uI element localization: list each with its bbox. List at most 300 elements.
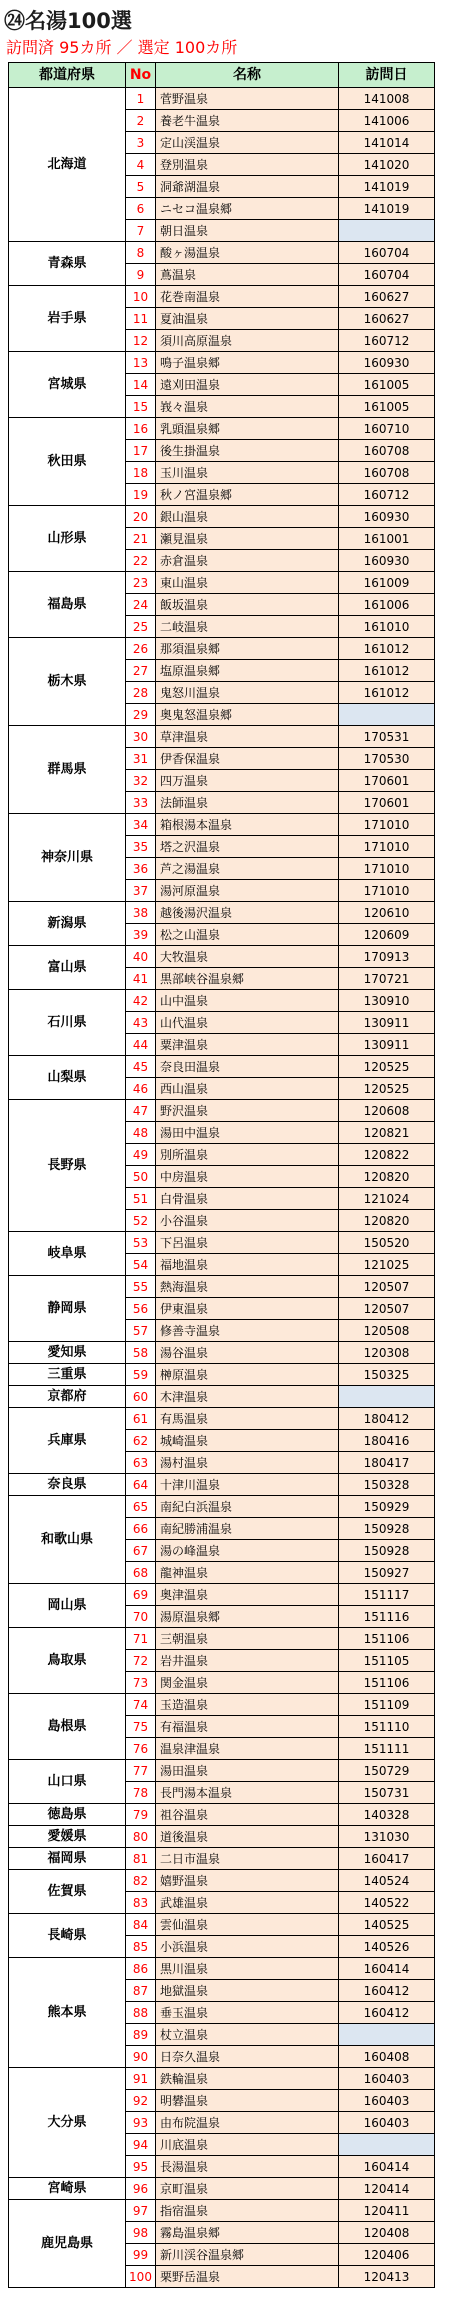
- number-cell: 13: [126, 352, 156, 374]
- header-visit-date: 訪問日: [339, 63, 435, 88]
- number-cell: 32: [126, 770, 156, 792]
- onsen-name-cell: 赤倉温泉: [156, 550, 339, 572]
- onsen-name-cell: 十津川温泉: [156, 1474, 339, 1496]
- visit-date-cell: 170530: [339, 748, 435, 770]
- onsen-name-cell: 飯坂温泉: [156, 594, 339, 616]
- visit-date-cell: 120610: [339, 902, 435, 924]
- onsen-name-cell: 銀山温泉: [156, 506, 339, 528]
- number-cell: 94: [126, 2134, 156, 2156]
- prefecture-cell: 熊本県: [9, 1958, 126, 2068]
- visit-date-cell: 160417: [339, 1848, 435, 1870]
- visit-date-cell: 150328: [339, 1474, 435, 1496]
- onsen-name-cell: 伊東温泉: [156, 1298, 339, 1320]
- visit-date-cell: 120406: [339, 2244, 435, 2266]
- table-row: [9, 726, 435, 748]
- number-cell: 8: [126, 242, 156, 264]
- onsen-name-cell: 花巻南温泉: [156, 286, 339, 308]
- onsen-name-cell: 福地温泉: [156, 1254, 339, 1276]
- prefecture-cell: 和歌山県: [9, 1496, 126, 1584]
- header-prefecture: 都道府県: [9, 63, 126, 88]
- visit-date-cell: 120820: [339, 1166, 435, 1188]
- number-cell: 62: [126, 1430, 156, 1452]
- number-cell: 30: [126, 726, 156, 748]
- onsen-name-cell: 指宿温泉: [156, 2200, 339, 2222]
- table-row: [9, 902, 435, 924]
- visit-date-cell: 151116: [339, 1606, 435, 1628]
- onsen-name-cell: 熱海温泉: [156, 1276, 339, 1298]
- onsen-name-cell: 鉄輪温泉: [156, 2068, 339, 2090]
- visit-date-cell: 160627: [339, 286, 435, 308]
- table-row: [9, 1056, 435, 1078]
- onsen-name-cell: 地獄温泉: [156, 1980, 339, 2002]
- number-cell: 19: [126, 484, 156, 506]
- visit-date-cell: 141020: [339, 154, 435, 176]
- visit-date-cell: 120525: [339, 1078, 435, 1100]
- number-cell: 81: [126, 1848, 156, 1870]
- visit-date-cell: 160414: [339, 2156, 435, 2178]
- visit-date-cell: [339, 2024, 435, 2046]
- visit-date-cell: 130911: [339, 1012, 435, 1034]
- number-cell: 20: [126, 506, 156, 528]
- onsen-name-cell: 中房温泉: [156, 1166, 339, 1188]
- table-row: [9, 1804, 435, 1826]
- number-cell: 63: [126, 1452, 156, 1474]
- visit-date-cell: 160712: [339, 330, 435, 352]
- visit-date-cell: 160403: [339, 2068, 435, 2090]
- visit-date-cell: 131030: [339, 1826, 435, 1848]
- visit-date-cell: [339, 704, 435, 726]
- number-cell: 6: [126, 198, 156, 220]
- visit-date-cell: [339, 2134, 435, 2156]
- onsen-name-cell: 瀬見温泉: [156, 528, 339, 550]
- onsen-name-cell: 祖谷温泉: [156, 1804, 339, 1826]
- prefecture-cell: 岡山県: [9, 1584, 126, 1628]
- number-cell: 79: [126, 1804, 156, 1826]
- number-cell: 68: [126, 1562, 156, 1584]
- visit-date-cell: 160408: [339, 2046, 435, 2068]
- onsen-name-cell: 西山温泉: [156, 1078, 339, 1100]
- number-cell: 54: [126, 1254, 156, 1276]
- number-cell: 87: [126, 1980, 156, 2002]
- visit-date-cell: 160930: [339, 550, 435, 572]
- visit-date-cell: 171010: [339, 836, 435, 858]
- table-row: [9, 506, 435, 528]
- number-cell: 85: [126, 1936, 156, 1958]
- number-cell: 24: [126, 594, 156, 616]
- number-cell: 45: [126, 1056, 156, 1078]
- visit-date-cell: 171010: [339, 814, 435, 836]
- number-cell: 36: [126, 858, 156, 880]
- visit-date-cell: 120609: [339, 924, 435, 946]
- number-cell: 50: [126, 1166, 156, 1188]
- prefecture-cell: 岐阜県: [9, 1232, 126, 1276]
- visit-date-cell: 151105: [339, 1650, 435, 1672]
- number-cell: 64: [126, 1474, 156, 1496]
- table-row: [9, 1408, 435, 1430]
- onsen-name-cell: 定山渓温泉: [156, 132, 339, 154]
- visit-date-cell: 141006: [339, 110, 435, 132]
- prefecture-cell: 兵庫県: [9, 1408, 126, 1474]
- number-cell: 57: [126, 1320, 156, 1342]
- number-cell: 80: [126, 1826, 156, 1848]
- number-cell: 84: [126, 1914, 156, 1936]
- visit-date-cell: 121024: [339, 1188, 435, 1210]
- number-cell: 34: [126, 814, 156, 836]
- onsen-name-cell: 日奈久温泉: [156, 2046, 339, 2068]
- visit-date-cell: 130910: [339, 990, 435, 1012]
- onsen-name-cell: 湯の峰温泉: [156, 1540, 339, 1562]
- number-cell: 3: [126, 132, 156, 154]
- table-row: [9, 1342, 435, 1364]
- visit-date-cell: 150731: [339, 1782, 435, 1804]
- visit-date-cell: 120608: [339, 1100, 435, 1122]
- table-row: [9, 1474, 435, 1496]
- onsen-name-cell: 那須温泉郷: [156, 638, 339, 660]
- visit-date-cell: 160704: [339, 242, 435, 264]
- visit-date-cell: 161001: [339, 528, 435, 550]
- visit-date-cell: 160414: [339, 1958, 435, 1980]
- visit-date-cell: 171010: [339, 858, 435, 880]
- table-row: [9, 990, 435, 1012]
- onsen-name-cell: 秋ノ宮温泉郷: [156, 484, 339, 506]
- onsen-name-cell: 奥鬼怒温泉郷: [156, 704, 339, 726]
- number-cell: 100: [126, 2266, 156, 2288]
- visit-date-cell: 170601: [339, 770, 435, 792]
- visit-summary: 訪問済 95カ所 ／ 選定 100カ所: [6, 38, 238, 57]
- visit-date-cell: 121025: [339, 1254, 435, 1276]
- number-cell: 83: [126, 1892, 156, 1914]
- onsen-name-cell: 夏油温泉: [156, 308, 339, 330]
- table-row: [9, 1628, 435, 1650]
- onsen-name-cell: 塩原温泉郷: [156, 660, 339, 682]
- visit-date-cell: 180412: [339, 1408, 435, 1430]
- number-cell: 9: [126, 264, 156, 286]
- onsen-name-cell: 霧島温泉郷: [156, 2222, 339, 2244]
- visit-date-cell: 120525: [339, 1056, 435, 1078]
- onsen-name-cell: 後生掛温泉: [156, 440, 339, 462]
- number-cell: 67: [126, 1540, 156, 1562]
- onsen-name-cell: 玉川温泉: [156, 462, 339, 484]
- onsen-name-cell: 鳴子温泉郷: [156, 352, 339, 374]
- number-cell: 7: [126, 220, 156, 242]
- visit-date-cell: 120508: [339, 1320, 435, 1342]
- number-cell: 71: [126, 1628, 156, 1650]
- visit-date-cell: 140525: [339, 1914, 435, 1936]
- number-cell: 31: [126, 748, 156, 770]
- onsen-name-cell: 新川渓谷温泉郷: [156, 2244, 339, 2266]
- onsen-name-cell: 湯村温泉: [156, 1452, 339, 1474]
- prefecture-cell: 愛媛県: [9, 1826, 126, 1848]
- visit-date-cell: 150520: [339, 1232, 435, 1254]
- table-row: [9, 1232, 435, 1254]
- prefecture-cell: 群馬県: [9, 726, 126, 814]
- onsen-name-cell: 玉造温泉: [156, 1694, 339, 1716]
- visit-date-cell: 141014: [339, 132, 435, 154]
- number-cell: 86: [126, 1958, 156, 1980]
- onsen-name-cell: 湯田中温泉: [156, 1122, 339, 1144]
- number-cell: 47: [126, 1100, 156, 1122]
- onsen-name-cell: 養老牛温泉: [156, 110, 339, 132]
- onsen-name-cell: 長湯温泉: [156, 2156, 339, 2178]
- visit-date-cell: 151106: [339, 1628, 435, 1650]
- onsen-name-cell: 有馬温泉: [156, 1408, 339, 1430]
- number-cell: 44: [126, 1034, 156, 1056]
- onsen-name-cell: 温泉津温泉: [156, 1738, 339, 1760]
- number-cell: 89: [126, 2024, 156, 2046]
- prefecture-cell: 山梨県: [9, 1056, 126, 1100]
- onsen-name-cell: 武雄温泉: [156, 1892, 339, 1914]
- visit-date-cell: 120414: [339, 2178, 435, 2200]
- visit-date-cell: 160412: [339, 2002, 435, 2024]
- visit-date-cell: 141019: [339, 198, 435, 220]
- table-row: [9, 418, 435, 440]
- onsen-name-cell: 野沢温泉: [156, 1100, 339, 1122]
- visit-date-cell: 160704: [339, 264, 435, 286]
- prefecture-cell: 愛知県: [9, 1342, 126, 1364]
- prefecture-cell: 佐賀県: [9, 1870, 126, 1914]
- onsen-name-cell: 道後温泉: [156, 1826, 339, 1848]
- onsen-name-cell: 二日市温泉: [156, 1848, 339, 1870]
- visit-date-cell: 150325: [339, 1364, 435, 1386]
- table-row: [9, 1364, 435, 1386]
- number-cell: 29: [126, 704, 156, 726]
- visit-date-cell: 151106: [339, 1672, 435, 1694]
- number-cell: 15: [126, 396, 156, 418]
- visit-date-cell: 180416: [339, 1430, 435, 1452]
- number-cell: 65: [126, 1496, 156, 1518]
- table-row: [9, 1870, 435, 1892]
- number-cell: 76: [126, 1738, 156, 1760]
- visit-date-cell: 141019: [339, 176, 435, 198]
- number-cell: 35: [126, 836, 156, 858]
- number-cell: 5: [126, 176, 156, 198]
- onsen-name-cell: 松之山温泉: [156, 924, 339, 946]
- onsen-name-cell: 別所温泉: [156, 1144, 339, 1166]
- onsen-name-cell: 四万温泉: [156, 770, 339, 792]
- number-cell: 70: [126, 1606, 156, 1628]
- prefecture-cell: 大分県: [9, 2068, 126, 2178]
- onsen-name-cell: 峩々温泉: [156, 396, 339, 418]
- number-cell: 41: [126, 968, 156, 990]
- number-cell: 38: [126, 902, 156, 924]
- onsen-name-cell: 修善寺温泉: [156, 1320, 339, 1342]
- prefecture-cell: 石川県: [9, 990, 126, 1056]
- table-row: [9, 1914, 435, 1936]
- visit-date-cell: 151109: [339, 1694, 435, 1716]
- number-cell: 59: [126, 1364, 156, 1386]
- number-cell: 43: [126, 1012, 156, 1034]
- visit-date-cell: 120822: [339, 1144, 435, 1166]
- onsen-name-cell: 垂玉温泉: [156, 2002, 339, 2024]
- table-row: [9, 814, 435, 836]
- number-cell: 78: [126, 1782, 156, 1804]
- prefecture-cell: 宮城県: [9, 352, 126, 418]
- prefecture-cell: 鳥取県: [9, 1628, 126, 1694]
- prefecture-cell: 神奈川県: [9, 814, 126, 902]
- table-row: [9, 1958, 435, 1980]
- number-cell: 26: [126, 638, 156, 660]
- number-cell: 18: [126, 462, 156, 484]
- onsen-name-cell: 小谷温泉: [156, 1210, 339, 1232]
- visit-date-cell: 120507: [339, 1298, 435, 1320]
- table-row: [9, 1826, 435, 1848]
- visit-date-cell: 150929: [339, 1496, 435, 1518]
- onsen-name-cell: 川底温泉: [156, 2134, 339, 2156]
- onsen-name-cell: 鬼怒川温泉: [156, 682, 339, 704]
- visit-date-cell: 150928: [339, 1540, 435, 1562]
- prefecture-cell: 宮崎県: [9, 2178, 126, 2200]
- number-cell: 92: [126, 2090, 156, 2112]
- number-cell: 97: [126, 2200, 156, 2222]
- number-cell: 40: [126, 946, 156, 968]
- table-row: [9, 1496, 435, 1518]
- prefecture-cell: 富山県: [9, 946, 126, 990]
- onsen-name-cell: 嬉野温泉: [156, 1870, 339, 1892]
- number-cell: 33: [126, 792, 156, 814]
- visit-date-cell: 140328: [339, 1804, 435, 1826]
- visit-date-cell: 160930: [339, 352, 435, 374]
- visit-date-cell: 160710: [339, 418, 435, 440]
- onsen-name-cell: 城崎温泉: [156, 1430, 339, 1452]
- header-name: 名称: [156, 63, 339, 88]
- number-cell: 23: [126, 572, 156, 594]
- visit-date-cell: 161012: [339, 638, 435, 660]
- onsen-name-cell: 杖立温泉: [156, 2024, 339, 2046]
- number-cell: 25: [126, 616, 156, 638]
- visit-date-cell: 171010: [339, 880, 435, 902]
- visit-date-cell: 161012: [339, 660, 435, 682]
- onsen-name-cell: 南紀白浜温泉: [156, 1496, 339, 1518]
- visit-date-cell: [339, 1386, 435, 1408]
- prefecture-cell: 新潟県: [9, 902, 126, 946]
- prefecture-cell: 山形県: [9, 506, 126, 572]
- visit-date-cell: 130911: [339, 1034, 435, 1056]
- visit-date-cell: 160627: [339, 308, 435, 330]
- visit-date-cell: 161009: [339, 572, 435, 594]
- number-cell: 14: [126, 374, 156, 396]
- onsen-list-table: [8, 62, 435, 2288]
- onsen-name-cell: 関金温泉: [156, 1672, 339, 1694]
- visit-date-cell: 120820: [339, 1210, 435, 1232]
- onsen-name-cell: 塔之沢温泉: [156, 836, 339, 858]
- table-row: [9, 1386, 435, 1408]
- number-cell: 56: [126, 1298, 156, 1320]
- visit-date-cell: 170531: [339, 726, 435, 748]
- prefecture-cell: 静岡県: [9, 1276, 126, 1342]
- onsen-name-cell: 蔦温泉: [156, 264, 339, 286]
- visit-date-cell: 150928: [339, 1518, 435, 1540]
- visit-date-cell: 151111: [339, 1738, 435, 1760]
- onsen-name-cell: 東山温泉: [156, 572, 339, 594]
- number-cell: 90: [126, 2046, 156, 2068]
- visit-date-cell: 161010: [339, 616, 435, 638]
- onsen-name-cell: 越後湯沢温泉: [156, 902, 339, 924]
- visit-date-cell: 151110: [339, 1716, 435, 1738]
- prefecture-cell: 長野県: [9, 1100, 126, 1232]
- number-cell: 10: [126, 286, 156, 308]
- onsen-name-cell: 須川高原温泉: [156, 330, 339, 352]
- table-body: [9, 88, 435, 2288]
- visit-date-cell: 160403: [339, 2112, 435, 2134]
- onsen-name-cell: 粟津温泉: [156, 1034, 339, 1056]
- number-cell: 73: [126, 1672, 156, 1694]
- number-cell: 75: [126, 1716, 156, 1738]
- visit-date-cell: 120507: [339, 1276, 435, 1298]
- number-cell: 72: [126, 1650, 156, 1672]
- number-cell: 53: [126, 1232, 156, 1254]
- visit-date-cell: 140522: [339, 1892, 435, 1914]
- onsen-name-cell: 雲仙温泉: [156, 1914, 339, 1936]
- number-cell: 4: [126, 154, 156, 176]
- onsen-name-cell: 登別温泉: [156, 154, 339, 176]
- number-cell: 51: [126, 1188, 156, 1210]
- number-cell: 16: [126, 418, 156, 440]
- number-cell: 95: [126, 2156, 156, 2178]
- onsen-name-cell: 奥津温泉: [156, 1584, 339, 1606]
- number-cell: 2: [126, 110, 156, 132]
- prefecture-cell: 秋田県: [9, 418, 126, 506]
- table-row: [9, 572, 435, 594]
- prefecture-cell: 長崎県: [9, 1914, 126, 1958]
- onsen-name-cell: 芦之湯温泉: [156, 858, 339, 880]
- number-cell: 17: [126, 440, 156, 462]
- table-row: [9, 242, 435, 264]
- number-cell: 46: [126, 1078, 156, 1100]
- onsen-name-cell: 榊原温泉: [156, 1364, 339, 1386]
- visit-date-cell: 120821: [339, 1122, 435, 1144]
- visit-date-cell: 150927: [339, 1562, 435, 1584]
- visit-date-cell: 160403: [339, 2090, 435, 2112]
- onsen-name-cell: 三朝温泉: [156, 1628, 339, 1650]
- onsen-name-cell: 大牧温泉: [156, 946, 339, 968]
- number-cell: 96: [126, 2178, 156, 2200]
- prefecture-cell: 奈良県: [9, 1474, 126, 1496]
- onsen-name-cell: 法師温泉: [156, 792, 339, 814]
- onsen-name-cell: 有福温泉: [156, 1716, 339, 1738]
- visit-date-cell: 170721: [339, 968, 435, 990]
- visit-date-cell: 161012: [339, 682, 435, 704]
- visit-date-cell: 160412: [339, 1980, 435, 2002]
- number-cell: 61: [126, 1408, 156, 1430]
- number-cell: 22: [126, 550, 156, 572]
- number-cell: 60: [126, 1386, 156, 1408]
- visit-date-cell: [339, 220, 435, 242]
- number-cell: 99: [126, 2244, 156, 2266]
- table-row: [9, 2178, 435, 2200]
- onsen-name-cell: 黒部峡谷温泉郷: [156, 968, 339, 990]
- prefecture-cell: 青森県: [9, 242, 126, 286]
- table-row: [9, 1584, 435, 1606]
- visit-date-cell: 120411: [339, 2200, 435, 2222]
- visit-date-cell: 160712: [339, 484, 435, 506]
- visit-date-cell: 141008: [339, 88, 435, 110]
- number-cell: 1: [126, 88, 156, 110]
- onsen-name-cell: 湯田温泉: [156, 1760, 339, 1782]
- table-row: [9, 1848, 435, 1870]
- onsen-name-cell: 乳頭温泉郷: [156, 418, 339, 440]
- prefecture-cell: 北海道: [9, 88, 126, 242]
- visit-date-cell: 160708: [339, 462, 435, 484]
- visit-date-cell: 161006: [339, 594, 435, 616]
- number-cell: 58: [126, 1342, 156, 1364]
- prefecture-cell: 福島県: [9, 572, 126, 638]
- number-cell: 37: [126, 880, 156, 902]
- onsen-name-cell: 白骨温泉: [156, 1188, 339, 1210]
- number-cell: 82: [126, 1870, 156, 1892]
- onsen-name-cell: 木津温泉: [156, 1386, 339, 1408]
- onsen-name-cell: 湯河原温泉: [156, 880, 339, 902]
- number-cell: 49: [126, 1144, 156, 1166]
